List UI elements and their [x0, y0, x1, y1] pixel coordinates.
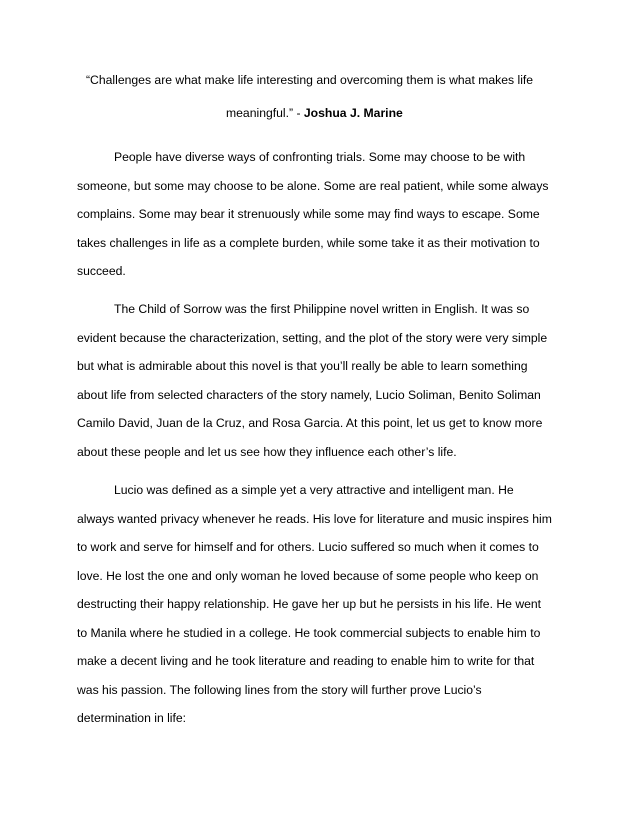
epigraph-line-2	[226, 105, 403, 121]
paragraph-3-line-2: always wanted privacy whenever he reads. His love for literature and music inspires him	[77, 512, 552, 526]
paragraph-3-line-8: was his passion. The following lines from the story will further prove Lucio’s	[77, 683, 482, 697]
paragraph-2-line-5: Camilo David, Juan de la Cruz, and Rosa Garcia. At this point, let us get to know more	[77, 416, 543, 430]
paragraph-2-line-2: evident because the characterization, setting, and the plot of the story were very simple	[77, 331, 548, 345]
paragraph-2-line-1: The Child of Sorrow was the first Philippine novel written in English. It was so	[114, 302, 530, 316]
epigraph-text: meaningful.” -	[226, 106, 304, 120]
paragraph-1-line-3: complains. Some may bear it strenuously while some may find ways to escape. Some	[77, 207, 540, 221]
paragraph-3-line-5: destructing their happy relationship. He gave her up but he persists in his life. He went	[77, 597, 542, 611]
paragraph-3-line-1: Lucio was defined as a simple yet a very attractive and intelligent man. He	[114, 483, 514, 497]
paragraph-3-line-7: make a decent living and he took literature and reading to enable him to write for that	[77, 654, 535, 668]
paragraph-1-line-1: People have diverse ways of confronting trials. Some may choose to be with	[114, 150, 526, 164]
paragraph-1-line-5: succeed.	[77, 264, 126, 278]
paragraph-2-line-3: but what is admirable about this novel is that you’ll really be able to learn something	[77, 359, 528, 373]
paragraph-1-line-2: someone, but some may choose to be alone. Some are real patient, while some always	[77, 179, 549, 193]
paragraph-3-line-4: love. He lost the one and only woman he loved because of some people who keep on	[77, 569, 539, 583]
epigraph-author: Joshua J. Marine	[303, 106, 403, 120]
paragraph-3-line-3: to work and serve for himself and for others. Lucio suffered so much when it comes to	[77, 540, 539, 554]
epigraph-line-1: “Challenges are what make life interesting and overcoming them is what makes life	[86, 73, 534, 87]
paragraph-3-line-9: determination in life:	[77, 711, 187, 725]
paragraph-2-line-4: about life from selected characters of the story namely, Lucio Soliman, Benito Soliman	[77, 388, 541, 402]
paragraph-2-line-6: about these people and let us see how they influence each other’s life.	[77, 445, 457, 459]
paragraph-1-line-4: takes challenges in life as a complete burden, while some take it as their motivation to	[77, 236, 540, 250]
paragraph-3-line-6: to Manila where he studied in a college. He took commercial subjects to enable him to	[77, 626, 541, 640]
